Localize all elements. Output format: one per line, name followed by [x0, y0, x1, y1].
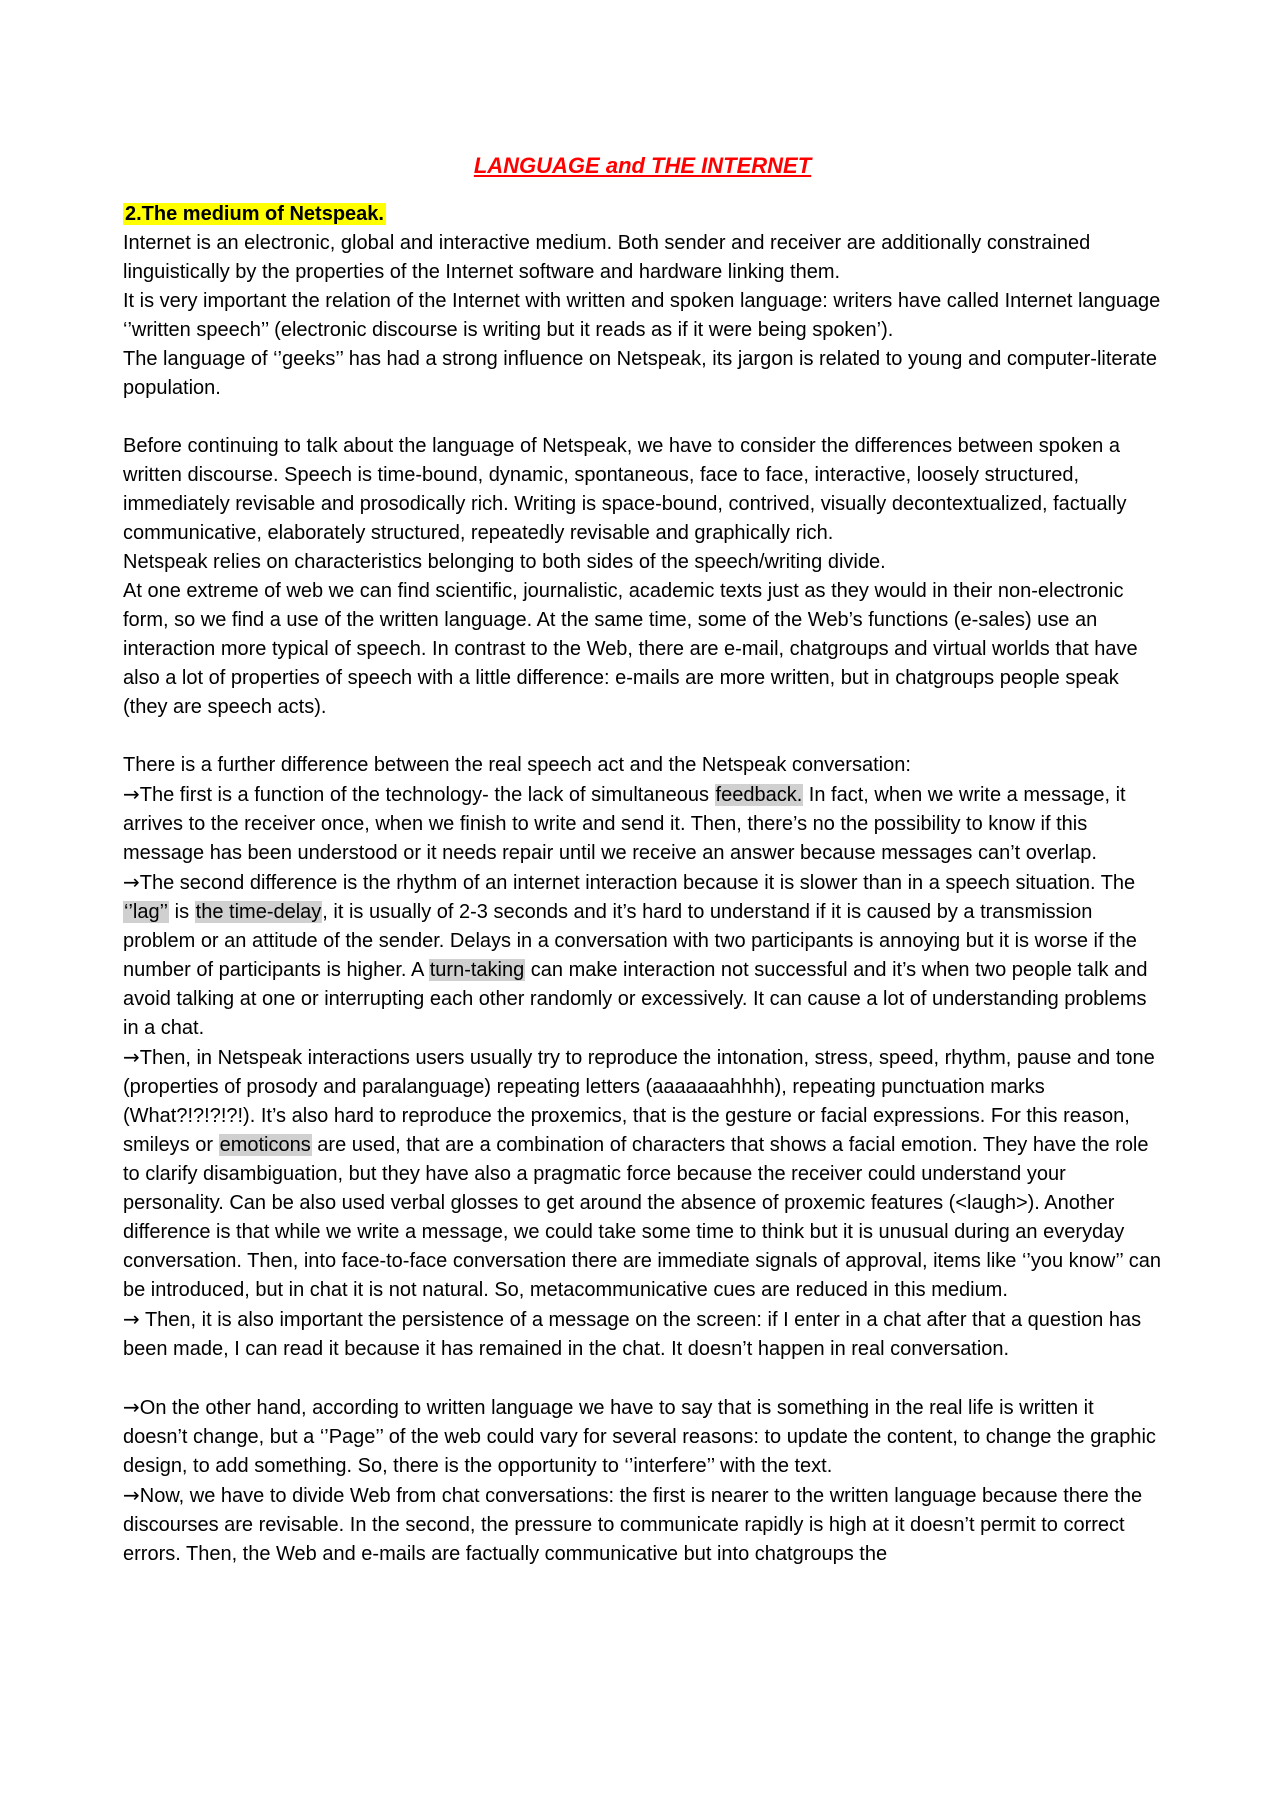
bullet-text: is [169, 901, 195, 923]
bullet-text: Then, in Netspeak interactions users usually try to reproduce the intonation, stress, speed, rhythm, pause and tone (properties of prosody and paralanguage) repeating letters (aaaaaaahhhh), repeating punctuation marks (What?!?!?!?!). It’s also hard to reproduce the proxemics, that is the gesture or facial expressions. For this reason, smileys or [123, 1047, 1155, 1156]
arrow-right-icon: → [123, 870, 140, 894]
section-heading [123, 200, 1162, 229]
bullet-rhythm [123, 868, 1162, 1043]
paragraph-netspeak-relies: Netspeak relies on characteristics belonging to both sides of the speech/writing divide. [123, 551, 886, 573]
highlighted-term-feedback: feedback. [715, 784, 803, 806]
paragraph-written-speech: It is very important the relation of the Internet with written and spoken language: writers have called Internet language ‘’written speech’’ (electronic discourse is writing but it reads as if it were being spoken’). [123, 290, 1161, 341]
bullet-text: Now, we have to divide Web from chat conversations: the first is nearer to the written language because there the discourses are revisable. In the second, the pressure to communicate rapidly is high at it doesn’t permit to correct errors. Then, the Web and e-mails are factually communicative but into chatgroups the [123, 1485, 1143, 1565]
bullet-text: In fact, when we write a message, it arrives to the receiver once, when we finish to write and send it. Then, there’s no the possibility to know if this message has been understood or it needs repair until we receive an answer because messages can’t overlap. [123, 784, 1126, 864]
highlighted-term-turn-taking: turn-taking [429, 959, 525, 981]
bullet-text: The second difference is the rhythm of an internet interaction because it is slower than in a speech situation. The [139, 872, 1136, 894]
bullet-text: , it is usually of 2-3 seconds and it’s hard to understand if it is caused by a transmission problem or an attitude of the sender. Delays in a conversation with two participants is annoying but it is worse if the number of participants is higher. A [123, 901, 1137, 981]
paragraph-spacer [123, 403, 1162, 432]
arrow-right-icon: → [123, 1307, 140, 1331]
arrow-right-icon: → [123, 782, 140, 806]
bullet-text: The first is a function of the technology- the lack of simultaneous [139, 784, 715, 806]
paragraph-speech-writing: Before continuing to talk about the language of Netspeak, we have to consider the differences between spoken a written discourse. Speech is time-bound, dynamic, spontaneous, face to face, interactive, loosely structured, immediately revisable and prosodically rich. Writing is space-bound, contrived, visually decontextualized, factually communicative, elaborately structured, repeatedly revisable and graphically rich. [123, 435, 1127, 544]
paragraph-medium: Internet is an electronic, global and interactive medium. Both sender and receiver are additionally constrained linguistically by the properties of the Internet software and hardware linking them. [123, 232, 1091, 283]
arrow-right-icon: → [123, 1395, 140, 1419]
bullet-written-language [123, 1393, 1162, 1481]
document-title: LANGUAGE and THE INTERNET [473, 153, 812, 178]
bullet-text: On the other hand, according to written language we have to say that is something in the real life is written it doesn’t change, but a ‘’Page’’ of the web could vary for several reasons: to update the content, to change the graphic design, to add something. So, there is the opportunity to ‘’interfere’’ with the text. [123, 1397, 1156, 1477]
paragraph-further-difference: There is a further difference between the real speech act and the Netspeak conversation: [123, 754, 911, 776]
highlighted-term-time-delay: the time-delay [195, 901, 322, 923]
bullet-persistence [123, 1305, 1162, 1364]
paragraph-spacer [123, 1364, 1162, 1393]
section-heading-text: 2.The medium of Netspeak. [125, 203, 384, 225]
paragraph-geeks: The language of ‘’geeks’’ has had a strong influence on Netspeak, its jargon is related to young and computer-literate population. [123, 348, 1157, 399]
bullet-feedback [123, 780, 1162, 868]
bullet-text: are used, that are a combination of characters that shows a facial emotion. They have the role to clarify disambiguation, but they have also a pragmatic force because the receiver could understand your personality. Can be also used verbal glosses to get around the absence of proxemic features (<laugh>). Another difference is that while we write a message, we could take some time to think but it is unusual during an everyday conversation. Then, into face-to-face conversation there are immediate signals of approval, items like ‘’you know’’ can be introduced, but in chat it is not natural. So, metacommunicative cues are reduced in this medium. [123, 1134, 1161, 1301]
paragraph-spacer [123, 722, 1162, 751]
highlighted-term-emoticons: emoticons [219, 1134, 311, 1156]
arrow-right-icon: → [123, 1483, 140, 1507]
bullet-prosody [123, 1043, 1162, 1305]
bullet-web-vs-chat [123, 1481, 1162, 1569]
arrow-right-icon: → [123, 1045, 140, 1069]
bullet-text: can make interaction not successful and it’s when two people talk and avoid talking at one or interrupting each other randomly or excessively. It can cause a lot of understanding problems in a chat. [123, 959, 1148, 1039]
bullet-text: Then, it is also important the persistence of a message on the screen: if I enter in a chat after that a question has been made, I can read it because it has remained in the chat. It doesn’t happen in real conversation. [123, 1309, 1142, 1360]
highlighted-term-lag: ‘’lag’’ [124, 901, 169, 923]
paragraph-web-extreme: At one extreme of web we can find scientific, journalistic, academic texts just as they would in their non-electronic form, so we find a use of the written language. At the same time, some of the Web’s functions (e-sales) use an interaction more typical of speech. In contrast to the Web, there are e-mail, chatgroups and virtual worlds that have also a lot of properties of speech with a little difference: e-mails are more written, but in chatgroups people speak (they are speech acts). [123, 580, 1138, 718]
